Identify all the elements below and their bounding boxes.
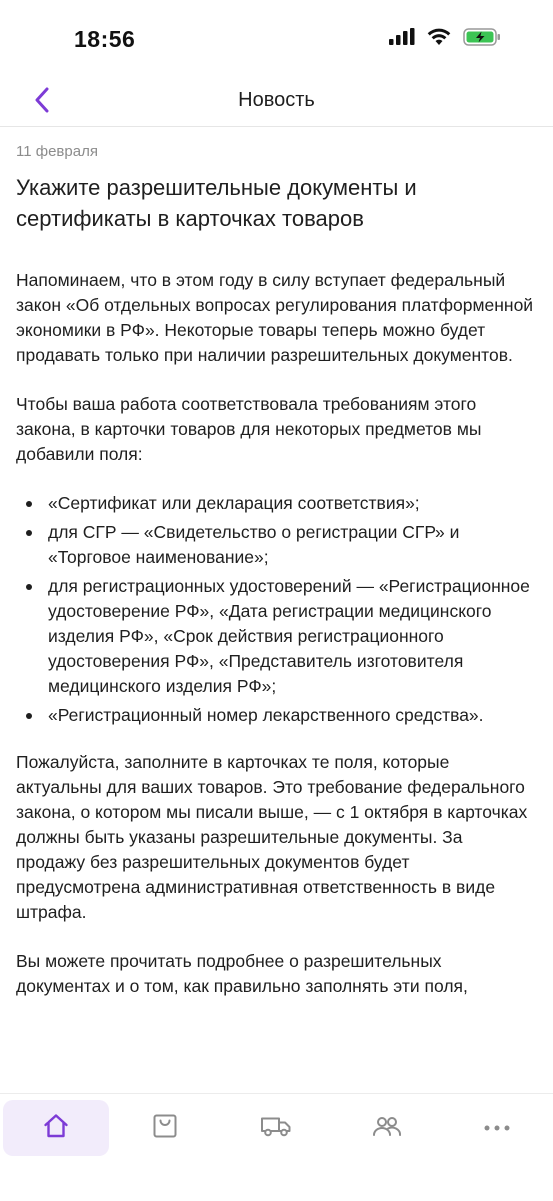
users-icon	[371, 1114, 403, 1143]
tab-delivery[interactable]	[223, 1100, 329, 1156]
list-item: «Регистрационный номер лекарственного средства».	[16, 703, 536, 728]
wifi-icon	[427, 28, 451, 51]
status-time: 18:56	[74, 26, 136, 52]
cellular-signal-icon	[389, 28, 415, 51]
article-date: 11 февраля	[16, 143, 98, 160]
article-content[interactable]	[16, 143, 536, 1093]
battery-charging-icon	[463, 28, 501, 51]
home-icon	[42, 1112, 70, 1145]
fields-list	[16, 491, 536, 728]
more-icon	[483, 1119, 511, 1137]
truck-icon	[260, 1114, 292, 1143]
article-paragraph: Напоминаем, что в этом году в силу вступает федеральный закон «Об отдельных вопросах регулирования платформенной экономики в РФ». Некоторые товары теперь можно будет продавать только при наличии разрешительных документов.	[16, 270, 534, 365]
page-title: Новость	[238, 89, 315, 111]
nav-header	[0, 80, 553, 127]
article-paragraph: Чтобы ваша работа соответствовала требованиям этого закона, в карточки товаров для некоторых предметов мы добавили поля:	[16, 394, 482, 464]
status-bar	[0, 0, 553, 80]
article-title: Укажите разрешительные документы и сертификаты в карточках товаров	[16, 175, 417, 231]
article-paragraph: Вы можете прочитать подробнее о разрешительных документах и о том, как правильно заполнять эти поля,	[16, 951, 468, 996]
tab-bar	[0, 1093, 553, 1201]
list-item: для СГР — «Свидетельство о регистрации СГР» и «Торговое наименование»;	[16, 520, 536, 570]
article-paragraph: Пожалуйста, заполните в карточках те поля, которые актуальны для ваших товаров. Это требование федерального закона, о котором мы писали выше, — с 1 октября в карточках должны быть указаны разрешительные документы. За продажу без разрешительных документов будет предусмотрена административная ответственность в виде штрафа.	[16, 752, 528, 922]
tab-more[interactable]	[444, 1100, 550, 1156]
list-item: для регистрационных удостоверений — «Регистрационное удостоверение РФ», «Дата регистрации медицинского изделия РФ», «Срок действия регистрационного удостоверения РФ», «Представитель изготовителя медицинского изделия РФ»;	[16, 574, 536, 699]
status-icons	[389, 28, 501, 51]
list-item: «Сертификат или декларация соответствия»;	[16, 491, 536, 516]
tab-home[interactable]	[3, 1100, 109, 1156]
tab-products[interactable]	[112, 1100, 218, 1156]
shopping-bag-icon	[151, 1112, 179, 1145]
tab-community[interactable]	[334, 1100, 440, 1156]
